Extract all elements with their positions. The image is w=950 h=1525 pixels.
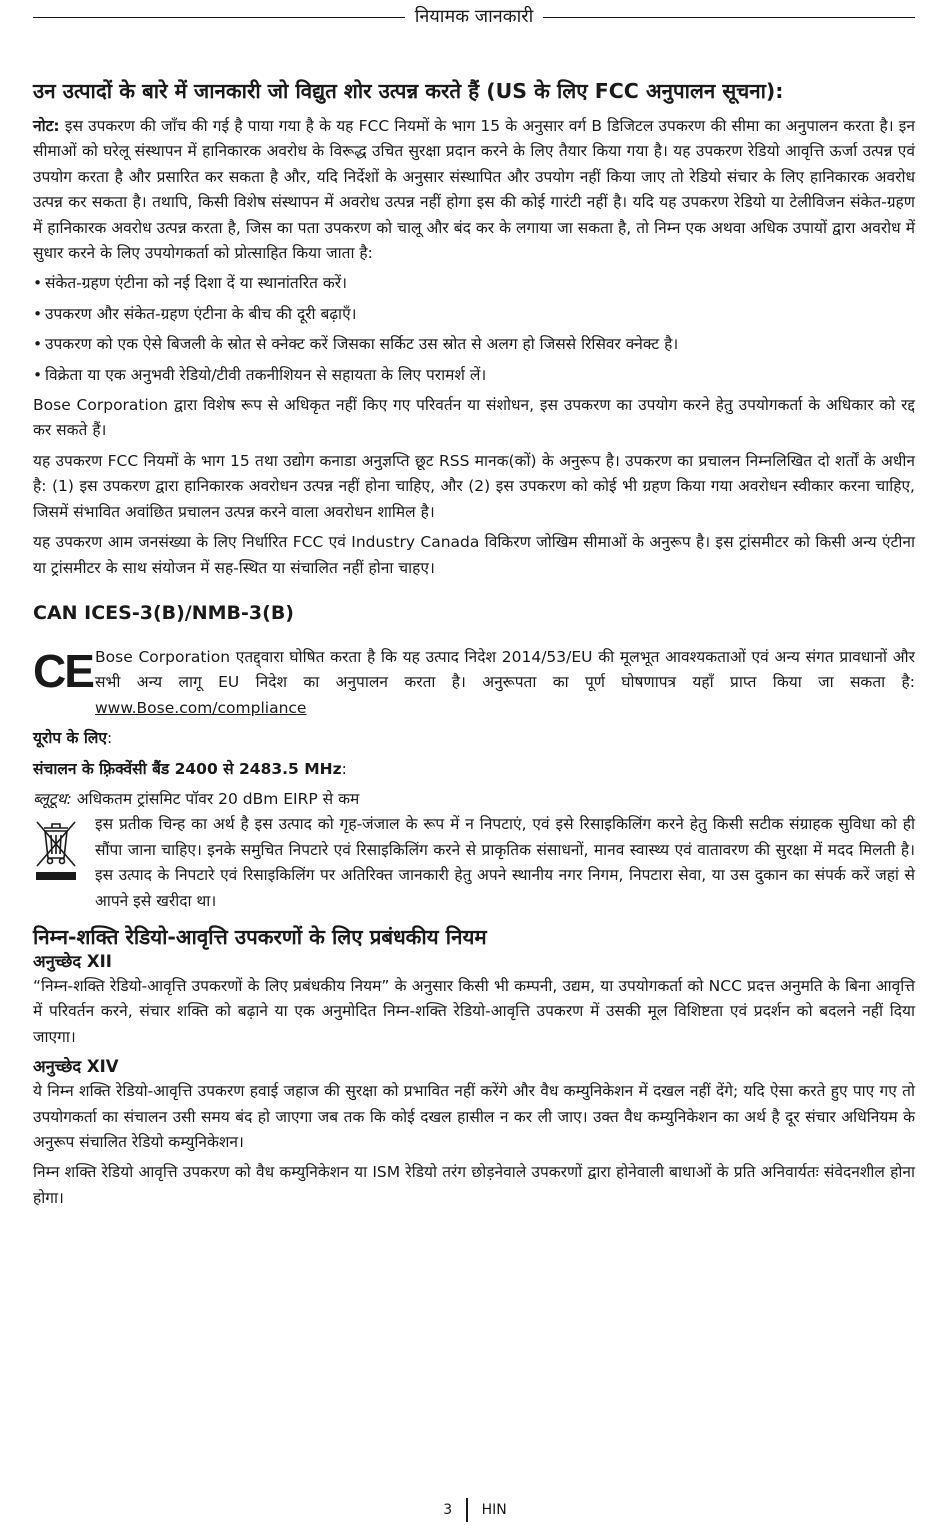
- ce-paragraph: [95, 645, 915, 721]
- weee-section: [33, 812, 915, 914]
- bullet-item: • विक्रेता या एक अनुभवी रेडियो/टीवी तकनीशियन से सहायता के लिए परामर्श लें।: [33, 363, 915, 388]
- note-text: इस उपकरण की जाँच की गई है पाया गया है के यह FCC नियमों के भाग 15 के अनुसार वर्ग B डिजिटल उपकरण की सीमा का अनुपालन करता है। इन सीमाओं को घरेलू संस्थापन में हानिकारक अवरोध के विरूद्ध उचित सुरक्षा प्रदान करने के लिए तैयार किया गया है। यह उपकरण रेडियो आवृत्ति ऊर्जा उत्पन्न एवं उपयोग करता है और प्रसारित कर सकता है और, यदि निर्देशों के अनुसार संस्थापित और उपयोग नहीं किया जाए तो रेडियो संचार के लिए हानिकारक अवरोध उत्पन्न कर सकता है। तथापि, किसी विशेष संस्थापन में अवरोध उत्पन्न नहीं होगा इस की कोई गारंटी नहीं है। यदि यह उपकरण रेडियो या टेलीविजन संकेत-ग्रहण में हानिकारक अवरोध उत्पन्न करता है, जिस का पता उपकरण को चालू और बंद कर के लगाया जा सकता है, तो निम्न एक अथवा अधिक उपायों द्वारा अवरोध में सुधार करने के लिए उपयोगकर्ता को प्रोत्साहित किया जाता है:: [33, 117, 915, 263]
- ce-text: Bose Corporation एतद्द्वारा घोषित करता है कि यह उत्पाद निदेश 2014/53/EU की मूलभूत आवश्यकताओं एवं अन्य संगत प्रावधानों और सभी अन्य लागू EU निदेश का अनुपालन करता है। अनुरूपता का पूर्ण घोषणापत्र यहाँ प्राप्त किया जा सकता है:: [95, 647, 915, 692]
- weee-bin-icon: [33, 812, 95, 888]
- header-rule-right: [543, 17, 915, 18]
- radiation-paragraph: यह उपकरण आम जनसंख्या के लिए निर्धारित FCC एवं Industry Canada विकिरण जोखिम सीमाओं के अनुरूप है। इस ट्रांसमीटर को किसी अन्य एंटीना या ट्रांसमीटर के साथ संयोजन में सह-स्थित या संचालित नहीं होना चाहए।: [33, 533, 915, 577]
- bullet-text: उपकरण और संकेत-ग्रहण एंटीना के बीच की दूरी बढ़ाएँ।: [45, 304, 357, 323]
- article-14-text: ये निम्न शक्ति रेडियो-आवृत्ति उपकरण हवाई जहाज की सुरक्षा को प्रभावित नहीं करेंगे और वैध कम्युनिकेशन में दखल नहीं देंगे; यदि ऐसा करते हुए पाए गए तो उपयोगकर्ता का संचालन उसी समय बंद हो जाएगा जब तक कि कोई दखल हासील न कर ली जाए। उक्त वैध कम्युनिकेशन का अर्थ है दूर संचार अधिनियम के अनुरूप संचालित रेडियो कम्युनिकेशन।: [33, 1082, 915, 1151]
- article-12-text: “निम्न-शक्ति रेडियो-आवृत्ति उपकरणों के लिए प्रबंधकीय नियम” के अनुसार किसी भी कम्पनी, उद्यम, या उपयोगकर्ता को NCC प्रदत्त अनुमति के बिना आवृत्ति में परिवर्तन करने, संचार शक्ति को बढ़ाने या एक अनुमोदित निम्न-शक्ति रेडियो-आवृत्ति उपकरण में उसकी मूल विशिष्टता एवं प्रदर्शन को बदलने नहीं दिया जाएगा।: [33, 976, 915, 1046]
- page-number: 3: [443, 1502, 453, 1518]
- header-title: नियामक जानकारी: [414, 6, 534, 27]
- fcc-note-paragraph: [33, 114, 915, 266]
- note-label: नोट:: [33, 117, 60, 135]
- article-12-heading: अनुच्छेद XII: [33, 951, 112, 971]
- bullet-item: • उपकरण को एक ऐसे बिजली के स्रोत से क्नेक्ट करें जिसका सर्किट उस स्रोत से अलग हो जिससे रिसिवर क्नेक्ट है।: [33, 332, 915, 357]
- fcc-heading: उन उत्पादों के बारे में जानकारी जो विद्युत शोर उत्पन्न करते हैं (US के लिए FCC अनुपालन सूचना):: [33, 79, 784, 103]
- europe-label: यूरोप के लिए:: [33, 729, 113, 748]
- bluetooth-text: अधिकतम ट्रांसमिट पॉवर 20 dBm EIRP से कम: [71, 789, 360, 808]
- article-14-heading: अनुच्छेद XIV: [33, 1057, 119, 1077]
- part15-paragraph: यह उपकरण FCC नियमों के भाग 15 तथा उद्योग कनाडा अनुज्ञप्ति छूट RSS मानक(कों) के अनुरूप है। उपकरण का प्रचालन निम्नलिखित दो शर्तों के अधीन है: (1) इस उपकरण द्वारा हानिकारक अवरोधन उत्पन्न नहीं होना चाहिए, और (2) इस उपकरण को कोई भी ग्रहण किया गया अवरोधन स्वीकार करना चाहिए, जिसमें संभावित अवांछित प्रचालन उत्पन्न करने वाला अवरोधन शामिल है।: [33, 451, 915, 521]
- bullet-item: • संकेत-ग्रहण एंटीना को नई दिशा दें या स्थानांतरित करें।: [33, 271, 915, 296]
- bullet-text: संकेत-ग्रहण एंटीना को नई दिशा दें या स्थानांतरित करें।: [45, 274, 347, 293]
- ncc-heading: निम्न-शक्ति रेडियो-आवृत्ति उपकरणों के लिए प्रबंधकीय नियम: [33, 924, 487, 949]
- language-code: HIN: [481, 1502, 507, 1518]
- bullet-item: • उपकरण और संकेत-ग्रहण एंटीना के बीच की दूरी बढ़ाएँ।: [33, 302, 915, 327]
- page-content: [33, 78, 915, 1211]
- bullet-text: उपकरण को एक ऐसे बिजली के स्रोत से क्नेक्ट करें जिसका सर्किट उस स्रोत से अलग हो जिससे रिसिवर क्नेक्ट है।: [45, 335, 679, 354]
- page-footer: [0, 1497, 950, 1523]
- bullet-text: विक्रेता या एक अनुभवी रेडियो/टीवी तकनीशियन से सहायता के लिए परामर्श लें।: [45, 365, 487, 384]
- bluetooth-label: ब्लूटूथ:: [33, 789, 72, 808]
- bluetooth-power-line: [33, 787, 915, 812]
- compliance-link[interactable]: www.Bose.com/compliance: [95, 698, 307, 717]
- ism-paragraph: निम्न शक्ति रेडियो आवृत्ति उपकरण को वैध कम्युनिकेशन या ISM रेडियो तरंग छोड़नेवाले उपकरणों द्वारा होनेवाली बाधाओं के प्रति अनिवार्यतः संवेदनशील होना होगा।: [33, 1163, 915, 1207]
- frequency-band-label: संचालन के फ़्रिक्वेंसी बैंड 2400 से 2483.5 MHz:: [33, 759, 347, 778]
- ce-mark-icon: CE: [33, 644, 93, 697]
- header-rule-left: [33, 17, 405, 18]
- can-ices-heading: CAN ICES-3(B)/NMB-3(B): [33, 601, 294, 624]
- bose-modification-paragraph: Bose Corporation द्वारा विशेष रूप से अधिकृत नहीं किए गए परिवर्तन या संशोधन, इस उपकरण का उपयोग करने हेतु उपयोगकर्ता के अधिकार को रद्द कर सकते हैं।: [33, 396, 915, 440]
- ce-section: [33, 645, 915, 721]
- weee-paragraph: इस प्रतीक चिन्ह का अर्थ है इस उत्पाद को गृह-जंजाल के रूप में न निपटाएं, एवं इसे रिसाइकिलिंग करने हेतु किसी सटीक संग्राहक सुविधा को ही सौंपा जाना चाहिए। इनके समुचित निपटारे एवं रिसाइकिलिंग करने से प्राकृतिक संसाधनों, मानव स्वास्थ्य एवं वातावरण की सुरक्षा में मदद मिलती है। इस उत्पाद के निपटारे एवं रिसाइकिलिंग पर अतिरिक्त जानकारी हेतु अपने स्थानीय नगर निगम, निपटारा सेवा, या उस दुकान का संपर्क करें जहां से आपने इसे खरीदा था।: [95, 815, 915, 910]
- footer-separator: [466, 1498, 468, 1522]
- page-header: [33, 4, 915, 30]
